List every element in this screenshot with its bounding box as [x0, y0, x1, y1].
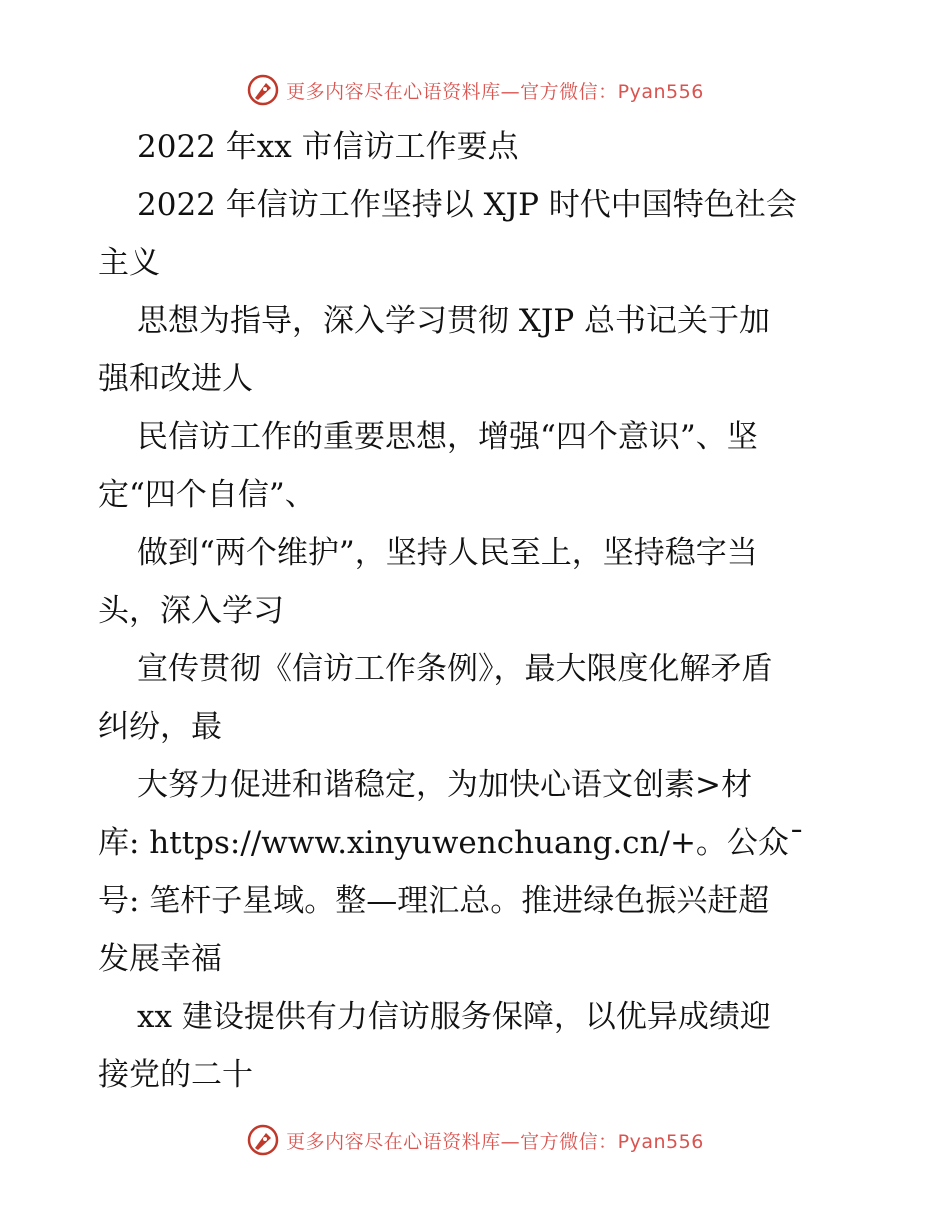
paragraph-line: 号: 笔杆子星域。整—理汇总。推进绿色振兴赶超: [98, 883, 770, 919]
paragraph-line: 强和改进人: [98, 361, 253, 397]
paragraph-line: 接党的二十: [98, 1057, 253, 1093]
pen-nib-logo-icon: [246, 1123, 280, 1157]
banner-text: 更多内容尽在心语资料库—官方微信：Pyan556: [286, 1130, 704, 1153]
paragraph-line: 头，深入学习: [98, 593, 284, 629]
paragraph-line: 大努力促进和谐稳定，为加快心语文创素>材: [137, 767, 752, 803]
paragraph-line: xx 建设提供有力信访服务保障，以优异成绩迎: [137, 999, 771, 1035]
paragraph-line: 2022 年信访工作坚持以 XJP 时代中国特色社会: [137, 187, 797, 223]
pen-nib-logo-icon: [246, 73, 280, 107]
paragraph-line: 民信访工作的重要思想，增强“四个意识”、坚: [137, 419, 758, 455]
paragraph-line: 定“四个自信”、: [98, 477, 316, 513]
paragraph-line: 宣传贯彻《信访工作条例》，最大限度化解矛盾: [137, 651, 773, 687]
paragraph-line: 思想为指导，深入学习贯彻 XJP 总书记关于加: [137, 303, 771, 339]
paragraph-line: 主义: [98, 245, 160, 281]
header-banner: [0, 70, 950, 110]
document-title: 2022 年xx 市信访工作要点: [137, 129, 519, 165]
footer-banner: [0, 1120, 950, 1160]
paragraph-line: 纠纷，最: [98, 709, 222, 745]
banner-text: 更多内容尽在心语资料库—官方微信：Pyan556: [286, 80, 704, 103]
paragraph-line: 发展幸福: [98, 941, 222, 977]
paragraph-line: 库: https://www.xinyuwenchuang.cn/+。公众¯: [98, 825, 805, 861]
paragraph-line: 做到“两个维护”，坚持人民至上，坚持稳字当: [137, 535, 758, 571]
